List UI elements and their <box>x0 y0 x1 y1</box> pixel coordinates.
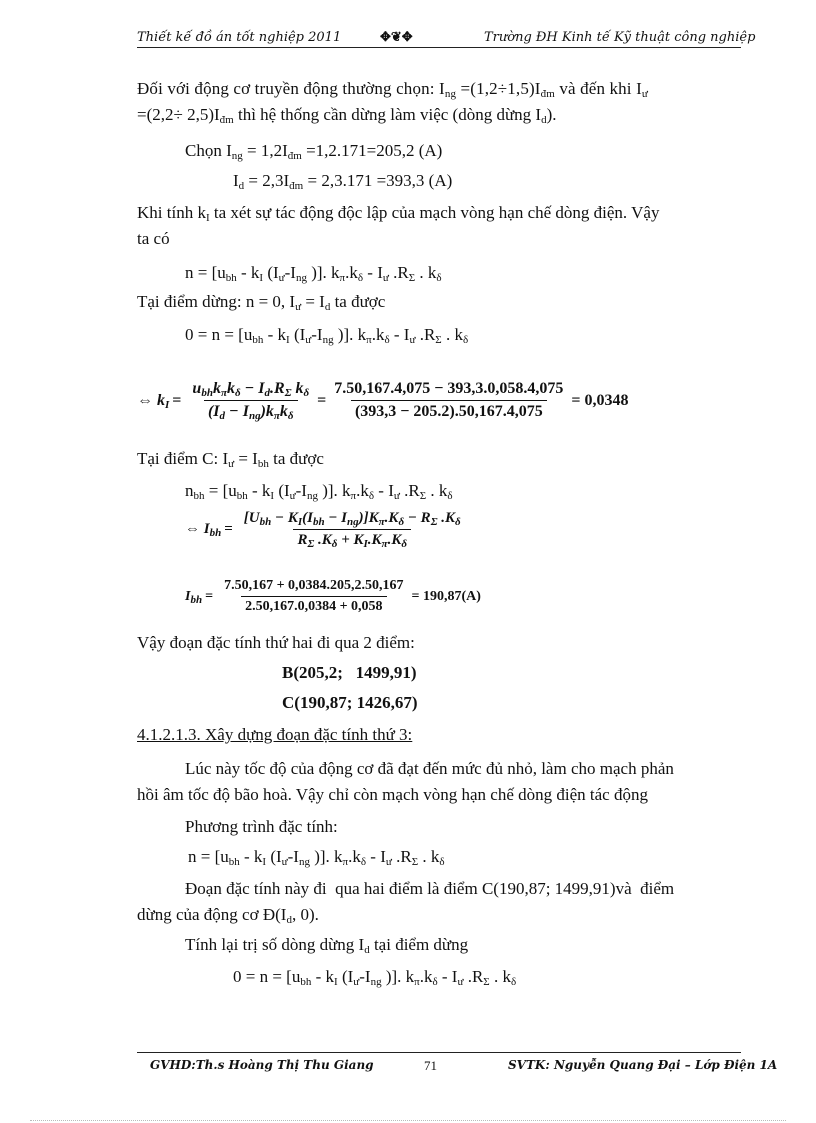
paragraph-line: Tại điểm dừng: n = 0, $I_ư = I_d$ ta được <box>137 292 386 313</box>
header-right-text: Trường ĐH Kinh tế Kỹ thuật công nghiệp <box>484 30 756 45</box>
paragraph-line: hồi âm tốc độ bão hoà. Vậy chỉ còn mạch vòng hạn chế dòng điện tác động <box>137 785 648 804</box>
equation: $n = [u_{bh} - k_I$ ($I_ư-I_{ng}$ )]. $k_\pi.k_\delta - I_ư$ $.R_\Sigma$ . $k_\delta$ <box>188 847 445 868</box>
equation: $n = [u_{bh} - k_I$ ($I_ư-I_{ng}$ )]. $k_\pi.k_\delta - I_ư$ $.R_\Sigma$ . $k_\delta$ <box>185 263 442 284</box>
footer-right-text: SVTK: Nguyễn Quang Đại – Lớp Điện 1A <box>508 1058 778 1072</box>
page-number: 71 <box>424 1058 437 1073</box>
calc-line: Chọn $I_{ng} = 1,2I_{đm} =1,2.171=205,2$ (A) <box>185 141 443 162</box>
paragraph-line: Lúc này tốc độ của động cơ đã đạt đến mức đủ nhỏ, làm cho mạch phản <box>185 759 674 778</box>
footer-rule <box>137 1052 741 1053</box>
formula-ibh-value: $I_{bh}$ = $\frac{7.50,167 + 0,0384.205,2.50,167}{2.50,167.0,0384 + 0,058}$ = 190,87(A) <box>185 578 481 614</box>
page-edge-dotted-line <box>30 1120 786 1121</box>
paragraph-line: Vậy đoạn đặc tính thứ hai đi qua 2 điểm: <box>137 633 415 652</box>
paragraph-line: dừng của động cơ $Đ(I_d$, 0). <box>137 905 319 926</box>
paragraph-line: $=(2,2\div 2,5)I_{đm}$ thì hệ thống cần dừng làm việc (dòng dừng $I_d$). <box>137 105 557 126</box>
footer-left-text: GVHD:Th.s Hoàng Thị Thu Giang <box>150 1058 374 1072</box>
equation: $0 = n = [u_{bh} - k_I$ ($I_ư-I_{ng}$ )]. $k_\pi.k_\delta - I_ư$ $.R_\Sigma$ . $k_\delta$ <box>233 967 517 988</box>
section-heading: 4.1.2.1.3. Xây dựng đoạn đặc tính thứ 3: <box>137 725 413 744</box>
paragraph-line: Đoạn đặc tính này đi qua hai điểm là điểm C(190,87; 1499,91)và điểm <box>185 879 675 898</box>
formula-k1: ⇔ $k_I$ = $\frac{u_{bh}k_\pi k_\delta - I_d.R_\Sigma k_\delta}{(I_d - I_{ng})k_\pi k_\delta}$ = $\frac{7.50,167.4,075 - 393,3.0,058.4,075}{(393,3 - 205.2).50,167.4,075}$ = 0,0348 <box>137 380 629 422</box>
point-b: B(205,2; 1499,91) <box>282 663 417 682</box>
formula-ibh-general: ⇔ $I_{bh}$ = $\frac{[U_{bh} - K_I(I_{bh} - I_{ng})]K_\pi.K_\delta - R_\Sigma .K_\delta}{R_\Sigma .K_\delta + K_I.K_\pi.K_\delta}$ <box>185 510 461 550</box>
header-ornament: ✥❦✥ <box>380 30 413 45</box>
paragraph-line: Khi tính $k_I$ ta xét sự tác động độc lập của mạch vòng hạn chế dòng điện. Vậy <box>137 203 660 224</box>
paragraph-line: Phương trình đặc tính: <box>185 817 338 836</box>
paragraph-line: Tại điểm C: $I_ư = I_{bh}$ ta được <box>137 449 324 470</box>
paragraph-line: Đối với động cơ truyền động thường chọn: $I_{ng} =(1,2\div 1,5)I_{đm}$ và đến khi $I_ư$ <box>137 79 649 100</box>
equation: $0 = n = [u_{bh} - k_I$ ($I_ư-I_{ng}$ )]. $k_\pi.k_\delta - I_ư$ $.R_\Sigma$ . $k_\delta$ <box>185 325 469 346</box>
calc-line: $I_d = 2,3I_{đm} = 2,3.171 =393,3$ (A) <box>233 171 453 192</box>
equation: $n_{bh} = [u_{bh} - k_I$ ($I_ư-I_{ng}$ )]. $k_\pi.k_\delta - I_ư$ $.R_\Sigma$ . $k_\delta$ <box>185 481 453 502</box>
paragraph-line: Tính lại trị số dòng dừng $I_d$ tại điểm dừng <box>185 935 469 956</box>
header-left-text: Thiết kế đồ án tốt nghiệp 2011 <box>137 30 342 45</box>
header-rule <box>137 47 741 48</box>
point-c: C(190,87; 1426,67) <box>282 693 418 712</box>
paragraph-line: ta có <box>137 229 170 248</box>
